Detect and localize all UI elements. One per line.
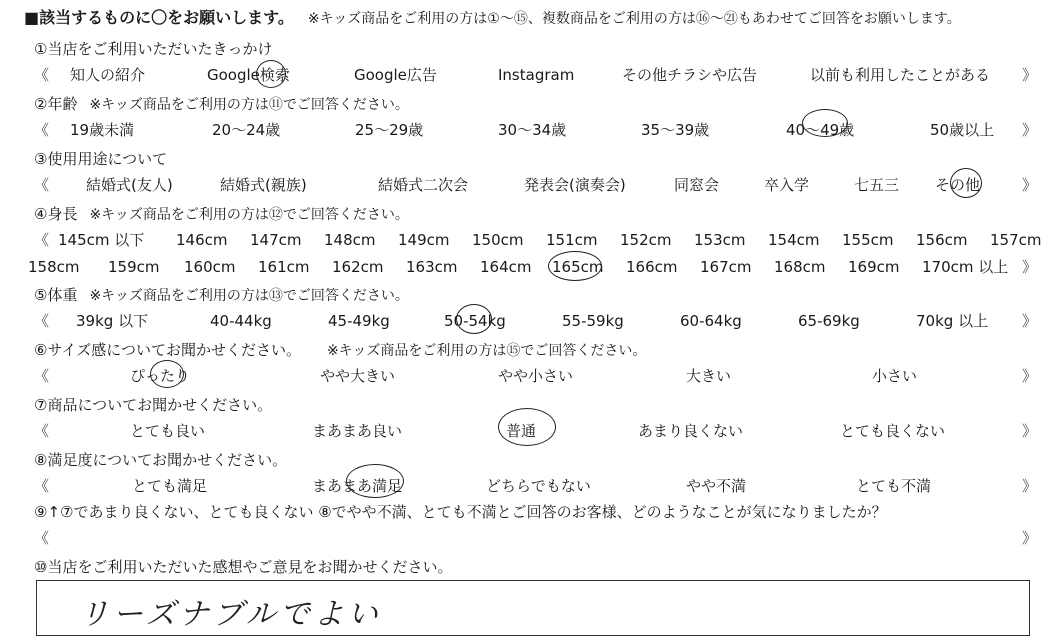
bracket-close: 》 <box>1022 258 1038 276</box>
q5-option[interactable]: 50-54kg <box>444 312 506 330</box>
q4-option[interactable]: 161cm <box>258 258 310 276</box>
bracket-open: 《 <box>34 312 50 330</box>
q2-option[interactable]: 40～49歳 <box>786 121 855 139</box>
q4-option[interactable]: 158cm <box>28 258 80 276</box>
q4-option[interactable]: 159cm <box>108 258 160 276</box>
q4-option[interactable]: 148cm <box>324 231 376 249</box>
q7-option[interactable]: あまり良くない <box>638 422 744 440</box>
q4-option[interactable]: 154cm <box>768 231 820 249</box>
q6-option[interactable]: やや小さい <box>498 367 574 385</box>
q4-option[interactable]: 147cm <box>250 231 302 249</box>
question-1-label: ①当店をご利用いただいたきっかけ <box>34 40 273 58</box>
question-6-note: ※キッズ商品をご利用の方は⑮でご回答ください。 <box>326 343 647 359</box>
bracket-close: 》 <box>1022 312 1038 330</box>
q5-option[interactable]: 70kg 以上 <box>916 312 989 330</box>
q3-option[interactable]: 発表会(演奏会) <box>524 176 626 194</box>
q4-option[interactable]: 170cm 以上 <box>922 258 1009 276</box>
bracket-open: 《 <box>34 231 50 249</box>
q6-option[interactable]: 大きい <box>686 367 732 385</box>
question-5-note: ※キッズ商品をご利用の方は⑬でご回答ください。 <box>89 288 409 304</box>
question-8-label: ⑧満足度についてお聞かせください。 <box>34 451 288 469</box>
question-4-note: ※キッズ商品をご利用の方は⑫でご回答ください。 <box>89 207 409 223</box>
q4-option[interactable]: 156cm <box>916 231 968 249</box>
bracket-open: 《 <box>34 422 50 440</box>
bracket-open: 《 <box>34 121 50 139</box>
q7-option[interactable]: まあまあ良い <box>312 422 403 440</box>
question-10-label: ⑩当店をご利用いただいた感想やご意見をお聞かせください。 <box>34 558 453 576</box>
q2-option[interactable]: 25～29歳 <box>355 121 424 139</box>
q3-option[interactable]: 七五三 <box>854 176 900 194</box>
q8-option[interactable]: とても不満 <box>856 477 932 495</box>
q2-option[interactable]: 20～24歳 <box>212 121 281 139</box>
q3-option[interactable]: 結婚式(親族) <box>220 176 307 194</box>
q4-option[interactable]: 153cm <box>694 231 746 249</box>
bracket-close: 》 <box>1022 367 1038 385</box>
q2-option[interactable]: 19歳未満 <box>70 121 135 139</box>
bracket-close: 》 <box>1022 66 1038 84</box>
q4-option[interactable]: 152cm <box>620 231 672 249</box>
question-6-label <box>34 340 646 360</box>
q4-option[interactable]: 145cm 以下 <box>58 231 145 249</box>
bracket-close: 》 <box>1022 176 1038 194</box>
q7-option[interactable]: とても良い <box>130 422 206 440</box>
question-5-title: ⑤体重 <box>34 286 78 304</box>
q4-option[interactable]: 150cm <box>472 231 524 249</box>
q8-option[interactable]: とても満足 <box>132 477 208 495</box>
q1-option[interactable]: 知人の紹介 <box>70 66 146 84</box>
q6-option[interactable]: やや大きい <box>320 367 396 385</box>
q1-option[interactable]: 以前も利用したことがある <box>810 66 991 84</box>
q4-option[interactable]: 167cm <box>700 258 752 276</box>
q5-option[interactable]: 60-64kg <box>680 312 742 330</box>
q5-option[interactable]: 39kg 以下 <box>76 312 149 330</box>
q2-option[interactable]: 35～39歳 <box>641 121 710 139</box>
q4-option[interactable]: 146cm <box>176 231 228 249</box>
q7-option[interactable]: 普通 <box>506 422 537 440</box>
q4-option[interactable]: 169cm <box>848 258 900 276</box>
q3-option[interactable]: 同窓会 <box>674 176 720 194</box>
question-2-title: ②年齢 <box>34 95 78 113</box>
q6-option[interactable]: ぴったり <box>130 367 191 385</box>
q4-option[interactable]: 155cm <box>842 231 894 249</box>
q3-option[interactable]: 結婚式二次会 <box>378 176 469 194</box>
form-header <box>24 8 961 28</box>
comment-box[interactable] <box>36 580 1030 636</box>
bracket-open: 《 <box>34 477 50 495</box>
q4-option[interactable]: 168cm <box>774 258 826 276</box>
q3-option[interactable]: 結婚式(友人) <box>86 176 173 194</box>
q4-option[interactable]: 149cm <box>398 231 450 249</box>
form-note: ※キッズ商品をご利用の方は①～⑮、複数商品をご利用の方は⑯～㉑もあわせてご回答をお願いします。 <box>307 11 961 27</box>
question-9-label: ⑨↑⑦であまり良くない、とても良くない ⑧でやや不満、とても不満とご回答のお客様、どのようなことが気になりましたか？ <box>34 503 887 521</box>
question-4-title: ④身長 <box>34 205 78 223</box>
q8-option[interactable]: まあまあ満足 <box>312 477 403 495</box>
q5-option[interactable]: 65-69kg <box>798 312 860 330</box>
q8-option[interactable]: やや不満 <box>686 477 747 495</box>
bracket-close: 》 <box>1022 121 1038 139</box>
bracket-close: 》 <box>1022 477 1038 495</box>
q7-option[interactable]: とても良くない <box>840 422 946 440</box>
question-2-note: ※キッズ商品をご利用の方は⑪でご回答ください。 <box>89 97 409 113</box>
q5-option[interactable]: 40-44kg <box>210 312 272 330</box>
question-3-label: ③使用用途について <box>34 150 168 168</box>
q5-option[interactable]: 45-49kg <box>328 312 390 330</box>
q4-option[interactable]: 165cm <box>552 258 604 276</box>
q1-option[interactable]: Google広告 <box>354 66 437 84</box>
question-7-label: ⑦商品についてお聞かせください。 <box>34 396 273 414</box>
question-2-label <box>34 94 409 114</box>
q4-option[interactable]: 151cm <box>546 231 598 249</box>
question-4-label <box>34 204 409 224</box>
handwritten-answer: リーズナブルでよい <box>79 597 382 632</box>
q8-option[interactable]: どちらでもない <box>486 477 591 495</box>
q4-option[interactable]: 164cm <box>480 258 532 276</box>
q3-option[interactable]: その他 <box>935 176 981 194</box>
q4-option[interactable]: 163cm <box>406 258 458 276</box>
q2-option[interactable]: 30～34歳 <box>498 121 567 139</box>
q2-option[interactable]: 50歳以上 <box>930 121 995 139</box>
q4-option[interactable]: 166cm <box>626 258 678 276</box>
question-6-title: ⑥サイズ感についてお聞かせください。 <box>34 341 301 359</box>
form-title: ■該当するものに〇をお願いします。 <box>24 8 294 27</box>
q4-option[interactable]: 160cm <box>184 258 236 276</box>
question-5-label <box>34 285 409 305</box>
q6-option[interactable]: 小さい <box>872 367 918 385</box>
q3-option[interactable]: 卒入学 <box>764 176 810 194</box>
q4-option[interactable]: 157cm <box>990 231 1042 249</box>
bracket-close: 》 <box>1022 529 1038 547</box>
bracket-open: 《 <box>34 176 50 194</box>
q4-option[interactable]: 162cm <box>332 258 384 276</box>
q5-option[interactable]: 55-59kg <box>562 312 624 330</box>
q1-option[interactable]: Google検索 <box>207 66 290 84</box>
q1-option[interactable]: Instagram <box>498 66 575 84</box>
bracket-open: 《 <box>34 529 50 547</box>
bracket-open: 《 <box>34 66 50 84</box>
bracket-open: 《 <box>34 367 50 385</box>
q1-option[interactable]: その他チラシや広告 <box>622 66 758 84</box>
bracket-close: 》 <box>1022 422 1038 440</box>
